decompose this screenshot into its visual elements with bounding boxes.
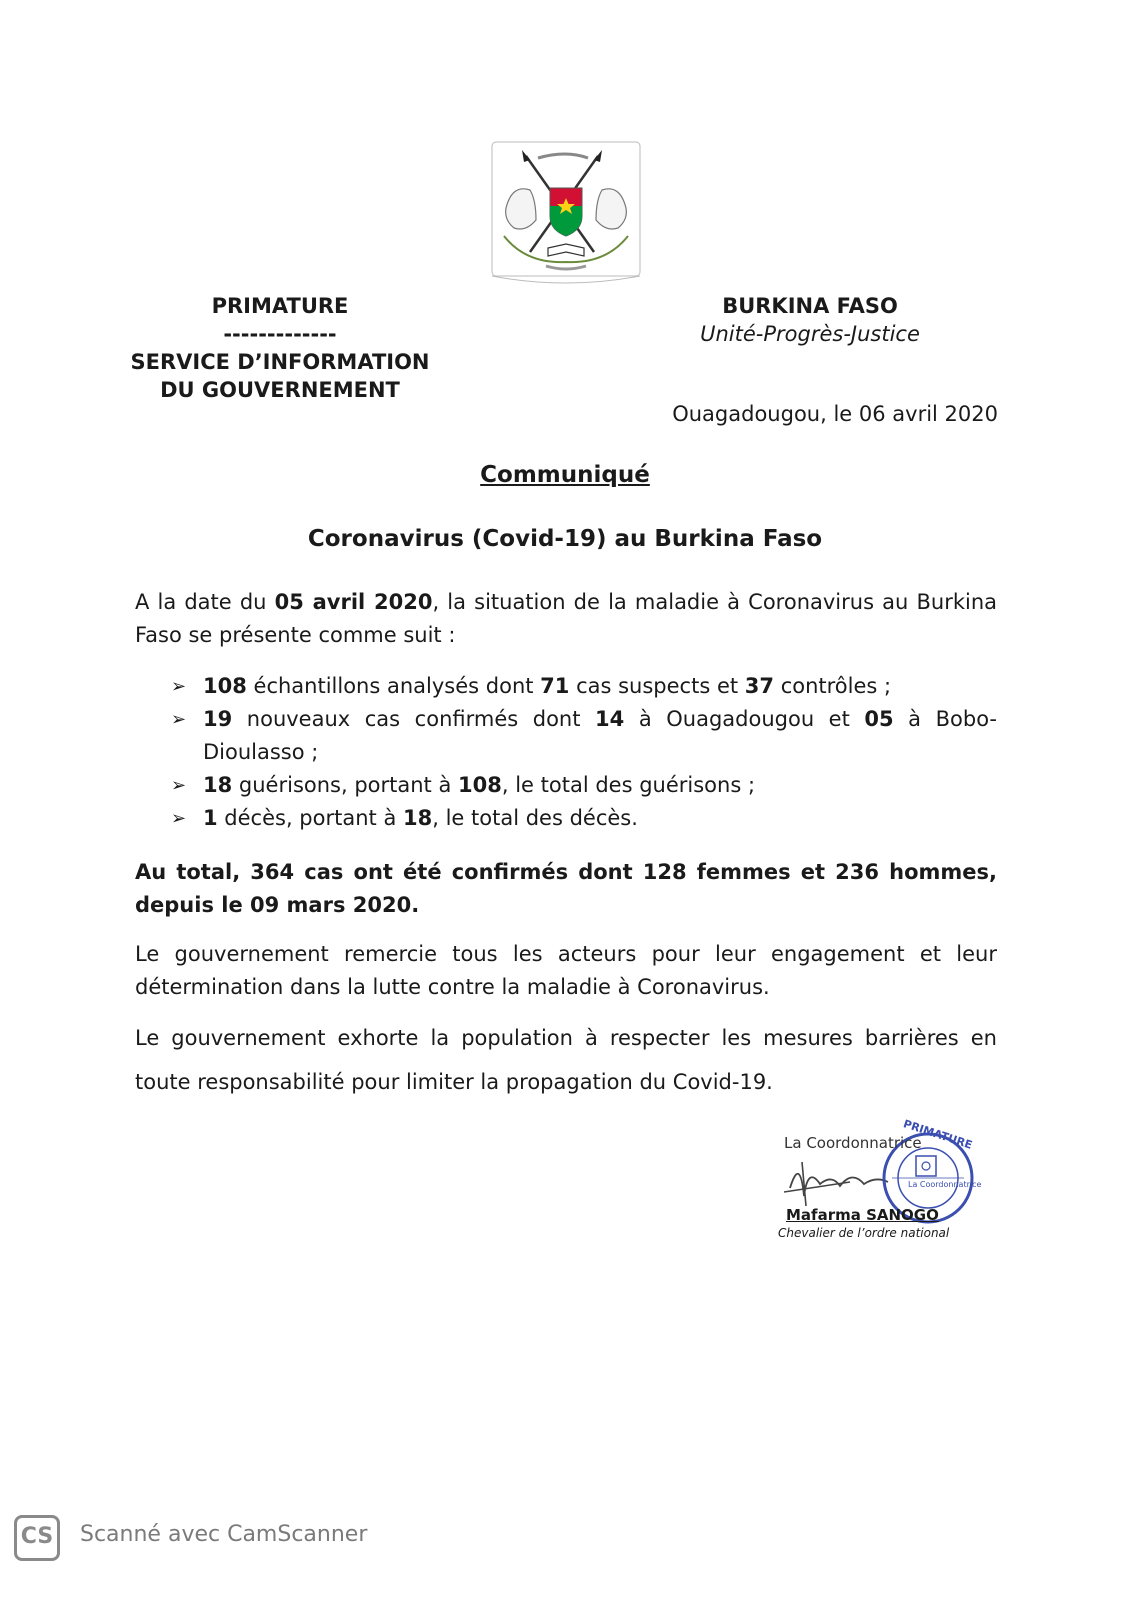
intro-paragraph: [135, 586, 997, 652]
arrow-bullet-icon: ➢: [171, 775, 187, 796]
coat-of-arms-emblem: [486, 140, 646, 290]
thanks-paragraph: Le gouvernement remercie tous les acteurs pour leur engagement et leur détermination dans la lutte contre la maladie à Coronavirus.: [135, 942, 997, 999]
arrow-bullet-icon: ➢: [171, 808, 187, 829]
bullet-list: [135, 670, 997, 835]
camscanner-logo-icon: CS: [14, 1515, 60, 1561]
document-subject: Coronavirus (Covid-19) au Burkina Faso: [307, 526, 823, 552]
intro-post: , la situation de la maladie à Coronavirus au Burkina Faso se présente comme suit :: [135, 590, 998, 647]
issuer-primature: PRIMATURE: [211, 294, 349, 318]
exhort-paragraph: Le gouvernement exhorte la population à respecter les mesures barrières en toute responsabilité pour limiter la propagation du Covid-19.: [135, 1026, 997, 1094]
issuer-government: DU GOUVERNEMENT: [160, 378, 400, 402]
list-item: ➢ 108 échantillons analysés dont 71 cas suspects et 37 contrôles ;: [135, 670, 997, 703]
list-item: ➢ 1 décès, portant à 18, le total des décès.: [135, 802, 997, 835]
issuer-service: SERVICE D’INFORMATION: [130, 350, 430, 374]
signatory-name: Mafarma SANOGO: [786, 1206, 939, 1224]
list-item: ➢ 18 guérisons, portant à 108, le total des guérisons ;: [135, 769, 997, 802]
signatory-role: La Coordonnatrice: [784, 1134, 922, 1152]
stamp-inner-text: La Coordonnatrice: [908, 1180, 982, 1189]
place-date: Ouagadougou, le 06 avril 2020: [672, 402, 998, 426]
signatory-title: Chevalier de l’ordre national: [778, 1226, 950, 1240]
country-motto: Unité-Progrès-Justice: [700, 322, 920, 346]
issuer-separator: -------------: [223, 322, 337, 346]
country-block: [660, 292, 960, 348]
document-heading: Communiqué: [480, 462, 650, 488]
list-item: ➢ 19 nouveaux cas confirmés dont 14 à Ouagadougou et 05 à Bobo-Dioulasso ;: [135, 703, 997, 769]
issuer-block: [120, 292, 440, 404]
intro-pre: A la date du: [135, 590, 275, 614]
intro-date: 05 avril 2020: [274, 590, 433, 614]
arrow-bullet-icon: ➢: [171, 676, 187, 697]
arrow-bullet-icon: ➢: [171, 709, 187, 730]
total-summary: Au total, 364 cas ont été confirmés dont 128 femmes et 236 hommes, depuis le 09 mars 2020.: [135, 860, 997, 917]
country-name: BURKINA FASO: [722, 294, 898, 318]
stamp-ring-text: PRIMATURE: [901, 1117, 974, 1152]
scanner-watermark-text: Scanné avec CamScanner: [80, 1522, 368, 1547]
